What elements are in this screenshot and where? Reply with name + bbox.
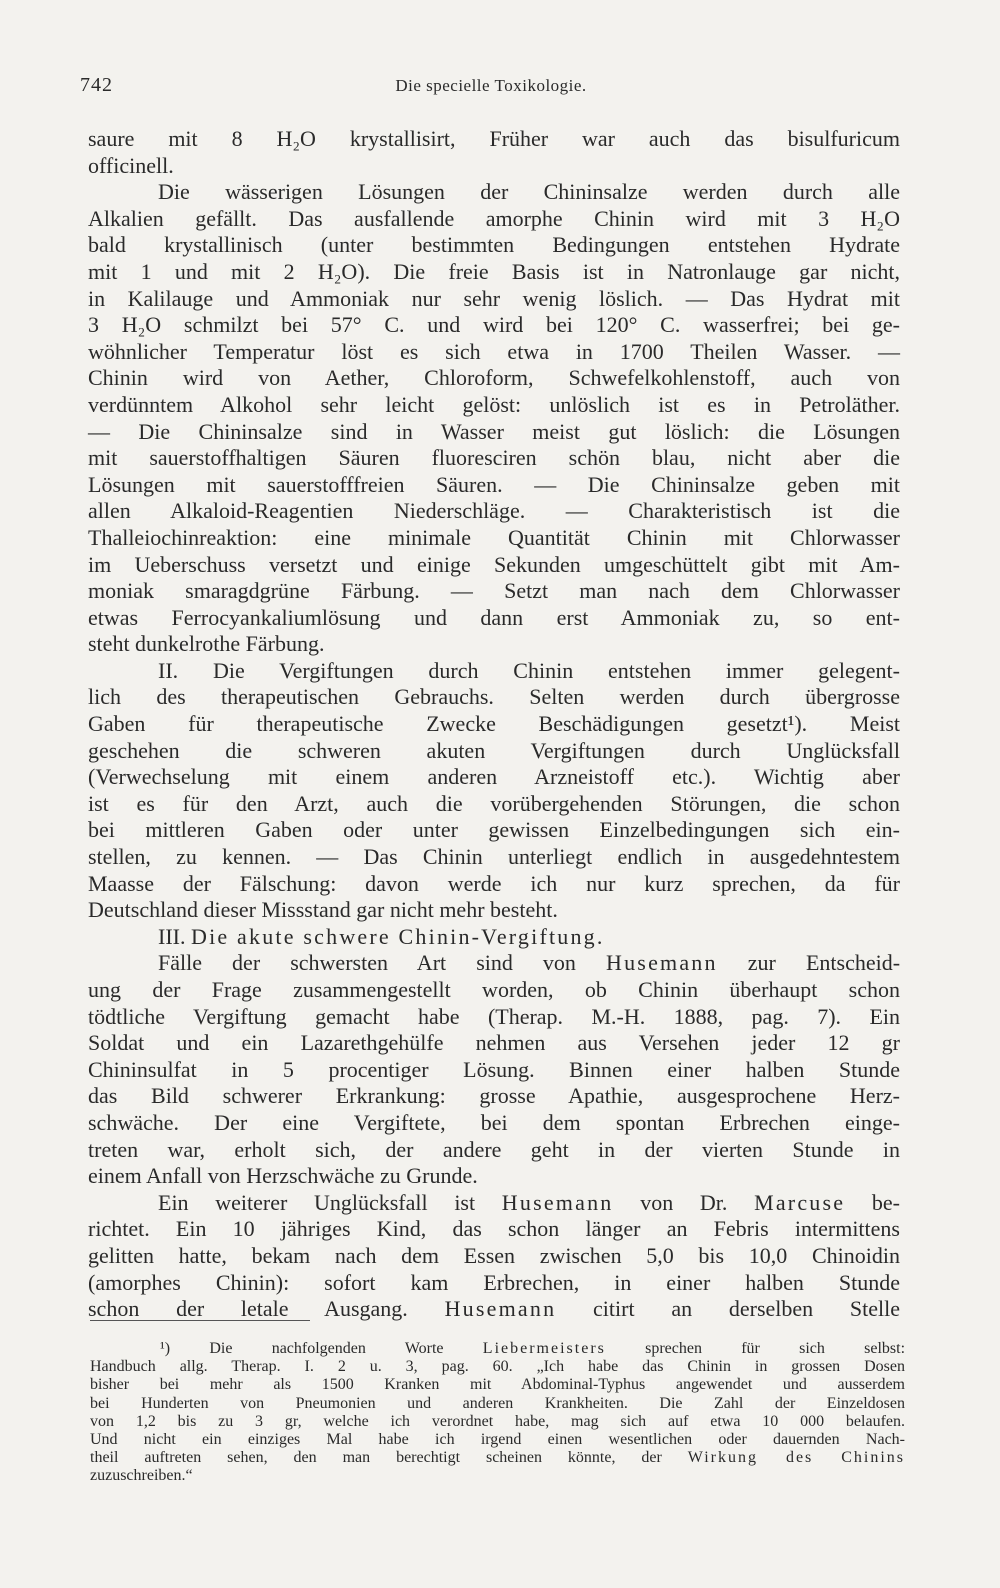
text-line: Gaben für therapeutische Zwecke Beschädigungen gesetzt¹). Meist xyxy=(88,711,900,737)
text-line: im Ueberschuss versetzt und einige Sekunden umgeschüttelt gibt mit Am- xyxy=(88,551,900,577)
text-line: steht dunkelrothe Färbung. xyxy=(88,631,325,657)
text-line: mit 1 und mit 2 H₂O). Die freie Basis ist in Natronlauge gar nicht, xyxy=(88,258,900,284)
text-line: Lösungen mit sauerstofffreien Säuren. — Die Chininsalze geben mit xyxy=(88,471,900,497)
text-line: II. Die Vergiftungen durch Chinin entstehen immer gelegent- xyxy=(158,657,900,683)
running-title: Die specielle Toxikologie. xyxy=(395,76,587,95)
text-line: allen Alkaloid-Reagentien Niederschläge. — Charakteristisch ist die xyxy=(88,498,900,524)
page-header xyxy=(80,74,902,102)
text-line: moniak smaragdgrüne Färbung. — Setzt man nach dem Chlorwasser xyxy=(88,578,900,604)
footnote-line: bisher bei mehr als 1500 Kranken mit Abdominal-Typhus angewendet und ausserdem xyxy=(90,1376,905,1394)
author-name: Husemann xyxy=(501,1189,614,1215)
author-name: Husemann xyxy=(606,950,718,976)
text-line: Deutschland dieser Missstand gar nicht mehr besteht. xyxy=(88,897,558,923)
text-line: Fälle der schwersten Art sind von Husemann zur Entscheid- xyxy=(158,950,901,976)
text-line: Maasse der Fälschung: davon werde ich nur kurz sprechen, da für xyxy=(88,870,900,896)
text-line: officinell. xyxy=(88,152,174,178)
text-line: — Die Chininsalze sind in Wasser meist gut löslich: die Lösungen xyxy=(88,418,900,444)
text-line: richtet. Ein 10 jähriges Kind, das schon länger an Febris intermittens xyxy=(88,1216,900,1242)
text-line: ist es für den Arzt, auch die vorübergehenden Störungen, die schon xyxy=(88,790,900,816)
footnote-line: zuzuschreiben.“ xyxy=(90,1467,193,1485)
page-number: 742 xyxy=(80,74,113,96)
text-line: ung der Frage zusammengestellt worden, ob Chinin überhaupt schon xyxy=(88,977,900,1002)
text-line: schwäche. Der eine Vergiftete, bei dem spontan Erbrechen einge- xyxy=(88,1109,900,1135)
footnote-line: ¹) Die nachfolgenden Worte Liebermeisters sprechen für sich selbst: xyxy=(160,1340,906,1357)
author-name: Marcuse xyxy=(754,1189,846,1215)
text-line: saure mit 8 H₂O krystallisirt, Früher war auch das bisulfuricum xyxy=(88,126,900,151)
text-line: einem Anfall von Herzschwäche zu Grunde. xyxy=(88,1163,478,1189)
text-line: treten war, erholt sich, der andere geht in der vierten Stunde in xyxy=(88,1136,900,1162)
footnote-divider xyxy=(90,1320,310,1321)
text-line: Chinin wird von Aether, Chloroform, Schwefelkohlenstoff, auch von xyxy=(88,365,900,391)
text-line: wöhnlicher Temperatur löst es sich etwa in 1700 Theilen Wasser. — xyxy=(88,338,900,364)
author-name: Husemann xyxy=(444,1296,557,1322)
text-line: stellen, zu kennen. — Das Chinin unterliegt endlich in ausgedehntestem xyxy=(88,844,900,870)
section-heading xyxy=(88,924,900,951)
text-line: mit sauerstoffhaltigen Säuren fluoresciren schön blau, nicht aber die xyxy=(88,445,900,471)
text-line: das Bild schwerer Erkrankung: grosse Apathie, ausgesprochene Herz- xyxy=(88,1083,900,1109)
footnote xyxy=(90,1340,905,1486)
text-line: lich des therapeutischen Gebrauchs. Selten werden durch übergrosse xyxy=(88,684,900,710)
text-line: Ein weiterer Unglücksfall ist Husemann von Dr. Marcuse be- xyxy=(158,1189,900,1215)
footnote-line: Und nicht ein einziges Mal habe ich irgend einen wesentlichen oder dauernden Nach- xyxy=(90,1431,905,1449)
footnote-line: Handbuch allg. Therap. I. 2 u. 3, pag. 60. „Ich habe das Chinin in grossen Dosen xyxy=(90,1358,905,1376)
text-line: bald krystallinisch (unter bestimmten Bedingungen entstehen Hydrate xyxy=(88,232,900,258)
footnote-line: bei Hunderten von Pneumonien und anderen Krankheiten. Die Zahl der Einzeldosen xyxy=(90,1394,905,1412)
text-line: in Kalilauge und Ammoniak nur sehr wenig löslich. — Das Hydrat mit xyxy=(88,285,900,311)
text-line: Chininsulfat in 5 procentiger Lösung. Binnen einer halben Stunde xyxy=(88,1056,900,1082)
text-line: 3 H₂O schmilzt bei 57° C. und wird bei 120° C. wasserfrei; bei ge- xyxy=(88,312,900,338)
text-line: Thalleiochinreaktion: eine minimale Quantität Chinin mit Chlorwasser xyxy=(88,524,900,550)
footnote-line: theil auftreten sehen, den man berechtigt scheinen könnte, der Wirkung des Chinins xyxy=(90,1449,905,1467)
text-line: geschehen die schweren akuten Vergiftungen durch Unglücksfall xyxy=(88,737,900,763)
section-title: Die akute schwere Chinin-Vergiftung. xyxy=(190,923,605,949)
author-name: Liebermeisters xyxy=(482,1340,606,1357)
text-line: Alkalien gefällt. Das ausfallende amorphe Chinin wird mit 3 H₂O xyxy=(88,205,900,231)
text-line: etwas Ferrocyankaliumlösung und dann erst Ammoniak zu, so ent- xyxy=(88,604,900,630)
text-line: schon der letale Ausgang. Husemann citirt an derselben Stelle xyxy=(88,1296,901,1322)
section-number: III. xyxy=(158,923,186,949)
text-line: bei mittleren Gaben oder unter gewissen Einzelbedingungen sich ein- xyxy=(88,817,900,843)
text-line: verdünntem Alkohol sehr leicht gelöst: unlöslich ist es in Petroläther. xyxy=(88,391,900,417)
text-line: Die wässerigen Lösungen der Chininsalze werden durch alle xyxy=(158,179,900,205)
text-line: (Verwechselung mit einem anderen Arzneistoff etc.). Wichtig aber xyxy=(88,764,900,790)
footnote-line: von 1,2 bis zu 3 gr, welche ich verordnet habe, mag sich auf etwa 10 000 belaufen. xyxy=(90,1412,905,1430)
text-line: gelitten hatte, bekam nach dem Essen zwischen 5,0 bis 10,0 Chinoidin xyxy=(88,1242,900,1268)
body-text xyxy=(88,126,900,1323)
text-line: Soldat und ein Lazarethgehülfe nehmen aus Versehen jeder 12 gr xyxy=(88,1030,900,1056)
text-line: (amorphes Chinin): sofort kam Erbrechen, in einer halben Stunde xyxy=(88,1269,900,1295)
text-line: tödtliche Vergiftung gemacht habe (Therap. M.-H. 1888, pag. 7). Ein xyxy=(88,1003,900,1029)
